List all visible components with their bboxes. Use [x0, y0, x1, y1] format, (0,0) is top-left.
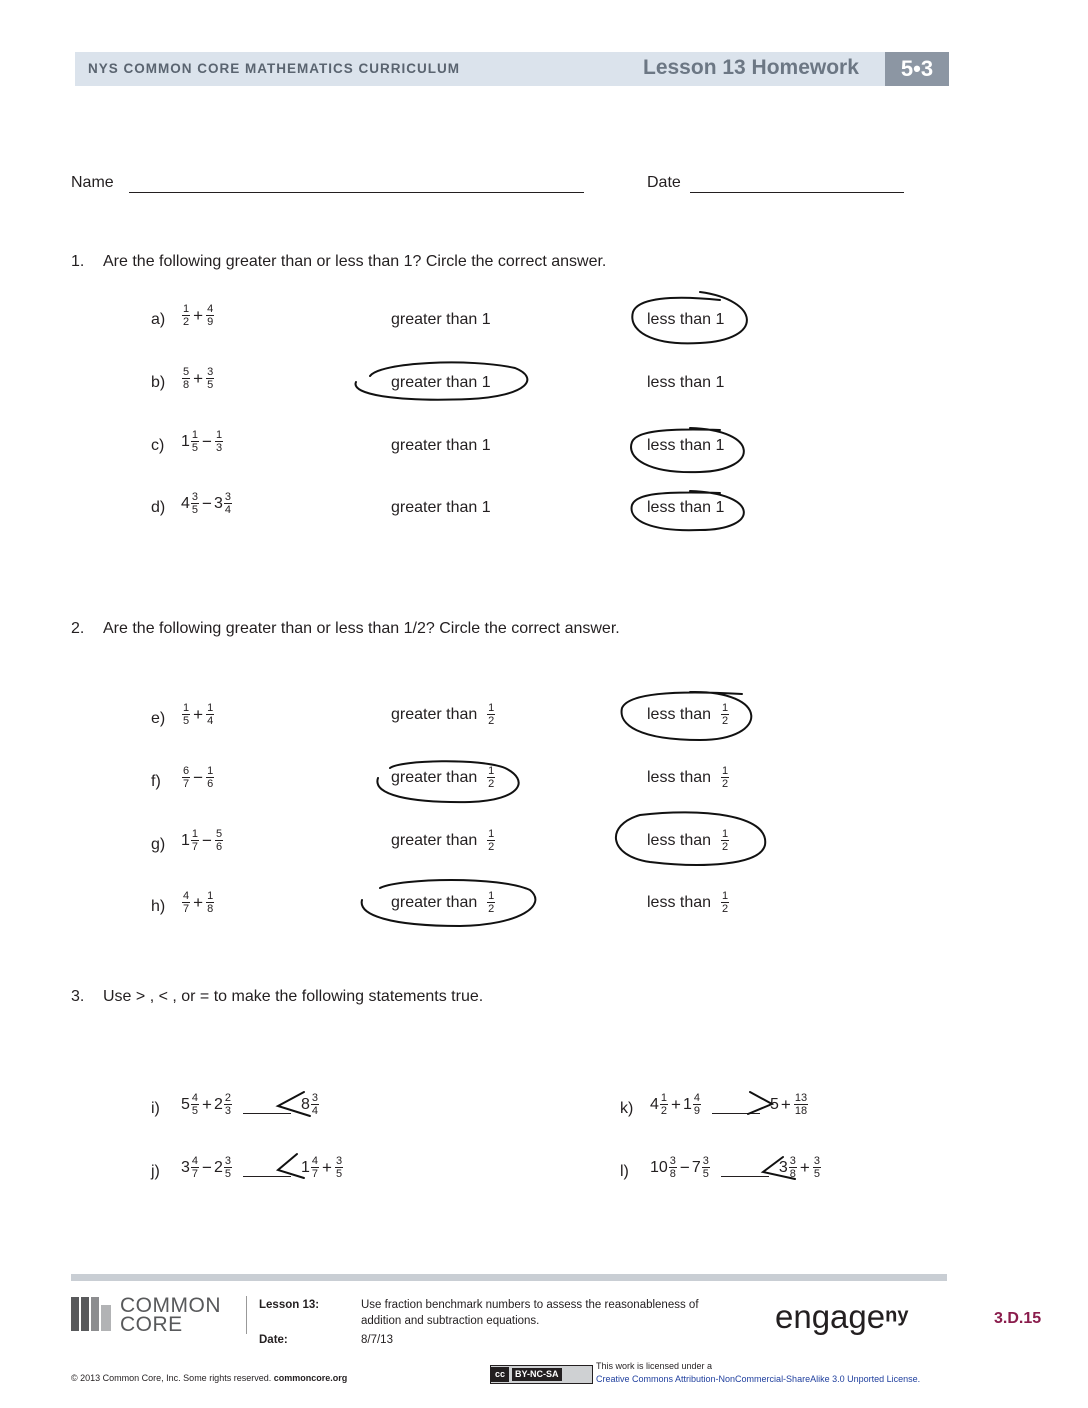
q3k-answer-blank[interactable] [712, 1095, 760, 1114]
q1b-less-option[interactable]: less than 1 [647, 374, 725, 391]
lesson-title: Lesson 13 Homework [643, 56, 859, 79]
q1-item-label: d) [151, 499, 166, 516]
q2f-less-option[interactable]: less than $\frac{1}{2}$ [647, 765, 729, 790]
common-core-logo-line1: COMMON [120, 1294, 221, 1317]
date-field[interactable] [690, 174, 904, 193]
footer-date-label: Date: [259, 1334, 288, 1346]
q1a-expression: $\frac{1}{2}$ + $\frac{4}{9}$ [183, 303, 214, 328]
footer-divider [71, 1274, 947, 1281]
q2-prompt: Are the following greater than or less than 1/2? Circle the correct answer. [103, 620, 620, 637]
q3-item-label: i) [151, 1100, 160, 1117]
q2-number: 2. [71, 620, 85, 637]
q3i-answer-blank[interactable] [243, 1095, 291, 1114]
q3-prompt: Use > , < , or = to make the following statements true. [103, 988, 484, 1005]
q3l-answer-blank[interactable] [721, 1158, 769, 1177]
q2e-greater-option[interactable]: greater than $\frac{1}{2}$ [391, 702, 495, 727]
q1-item-label: a) [151, 311, 166, 328]
q1c-expression: 1 $\frac{1}{5}$ − $\frac{1}{3}$ [181, 429, 223, 454]
q3j-statement: 3 $\frac{4}{7}$ − 2 $\frac{3}{5}$ 1 $\frac{4}{7}$ + $\frac{3}{5}$ [181, 1155, 343, 1180]
cc-license-type: BY-NC-SA [512, 1368, 562, 1381]
q1-item-label: c) [151, 437, 165, 454]
license-line-1: This work is licensed under a [596, 1361, 713, 1371]
q1d-greater-option[interactable]: greater than 1 [391, 499, 491, 516]
cc-license-badge[interactable] [490, 1365, 593, 1384]
q3l-statement: 10 $\frac{3}{8}$ − 7 $\frac{3}{5}$ 3 $\frac{3}{8}$ + $\frac{3}{5}$ [650, 1155, 820, 1180]
q3-item-label: l) [620, 1163, 629, 1180]
engageny-logo [775, 1298, 908, 1336]
q1a-greater-option[interactable]: greater than 1 [391, 311, 491, 328]
name-field[interactable] [129, 174, 584, 193]
page-id: 3.D.15 [994, 1310, 1042, 1327]
cc-icon: cc [491, 1367, 509, 1382]
q2g-less-option[interactable]: less than $\frac{1}{2}$ [647, 828, 729, 853]
q2e-expression: $\frac{1}{5}$ + $\frac{1}{4}$ [183, 702, 214, 727]
q1-item-label: b) [151, 374, 166, 391]
common-core-logo-line2: CORE [120, 1313, 183, 1336]
q2h-less-option[interactable]: less than $\frac{1}{2}$ [647, 890, 729, 915]
q3i-statement: 5 $\frac{4}{5}$ + 2 $\frac{2}{3}$ 8 $\frac{3}{4}$ [181, 1092, 319, 1117]
engageny-brand: engage [775, 1298, 886, 1335]
q3j-answer-blank[interactable] [243, 1158, 291, 1177]
footer-date-value: 8/7/13 [361, 1334, 393, 1346]
q1d-expression: 4 $\frac{3}{5}$ − 3 $\frac{3}{4}$ [181, 491, 231, 516]
footer-lesson-label: Lesson 13: [259, 1299, 320, 1311]
q2g-greater-option[interactable]: greater than $\frac{1}{2}$ [391, 828, 495, 853]
q1c-less-option[interactable]: less than 1 [647, 437, 725, 454]
q3-number: 3. [71, 988, 85, 1005]
license-link[interactable]: Creative Commons Attribution-NonCommercial-ShareAlike 3.0 Unported License. [596, 1374, 921, 1384]
copyright-text: © 2013 Common Core, Inc. Some rights reserved. commoncore.org [71, 1373, 348, 1383]
q1b-greater-option[interactable]: greater than 1 [391, 374, 491, 391]
q1b-expression: $\frac{5}{8}$ + $\frac{3}{5}$ [183, 366, 214, 391]
date-label: Date [647, 174, 681, 191]
q1d-less-option[interactable]: less than 1 [647, 499, 725, 516]
q2-item-label: f) [151, 773, 161, 790]
q2-item-label: h) [151, 898, 166, 915]
module-badge: 5•3 [885, 52, 949, 86]
engageny-brand-sup: ny [885, 1304, 909, 1327]
q2h-greater-option[interactable]: greater than $\frac{1}{2}$ [391, 890, 495, 915]
q2e-less-option[interactable]: less than $\frac{1}{2}$ [647, 702, 729, 727]
q2f-greater-option[interactable]: greater than $\frac{1}{2}$ [391, 765, 495, 790]
q1c-greater-option[interactable]: greater than 1 [391, 437, 491, 454]
q2-item-label: g) [151, 836, 166, 853]
q1a-less-option[interactable]: less than 1 [647, 311, 725, 328]
curriculum-title: NYS COMMON CORE MATHEMATICS CURRICULUM [88, 61, 460, 76]
q1-prompt: Are the following greater than or less than 1? Circle the correct answer. [103, 253, 607, 270]
q2f-expression: $\frac{6}{7}$ − $\frac{1}{6}$ [183, 765, 214, 790]
common-core-logo-icon [71, 1297, 111, 1331]
q2g-expression: 1 $\frac{1}{7}$ − $\frac{5}{6}$ [181, 828, 223, 853]
name-label: Name [71, 174, 114, 191]
q2-item-label: e) [151, 710, 166, 727]
q3-item-label: k) [620, 1100, 634, 1117]
q1-number: 1. [71, 253, 85, 270]
footer-lesson-desc-2: addition and subtraction equations. [361, 1315, 540, 1327]
q2h-expression: $\frac{4}{7}$ + $\frac{1}{8}$ [183, 890, 214, 915]
copyright-site[interactable]: commoncore.org [273, 1373, 348, 1383]
footer-logo-divider [246, 1296, 247, 1334]
q3-item-label: j) [151, 1163, 160, 1180]
footer-lesson-desc-1: Use fraction benchmark numbers to assess the reasonableness of [361, 1299, 699, 1311]
q3k-statement: 4 $\frac{1}{2}$ + 1 $\frac{4}{9}$ 5 + $\frac{13}{18}$ [650, 1092, 808, 1117]
